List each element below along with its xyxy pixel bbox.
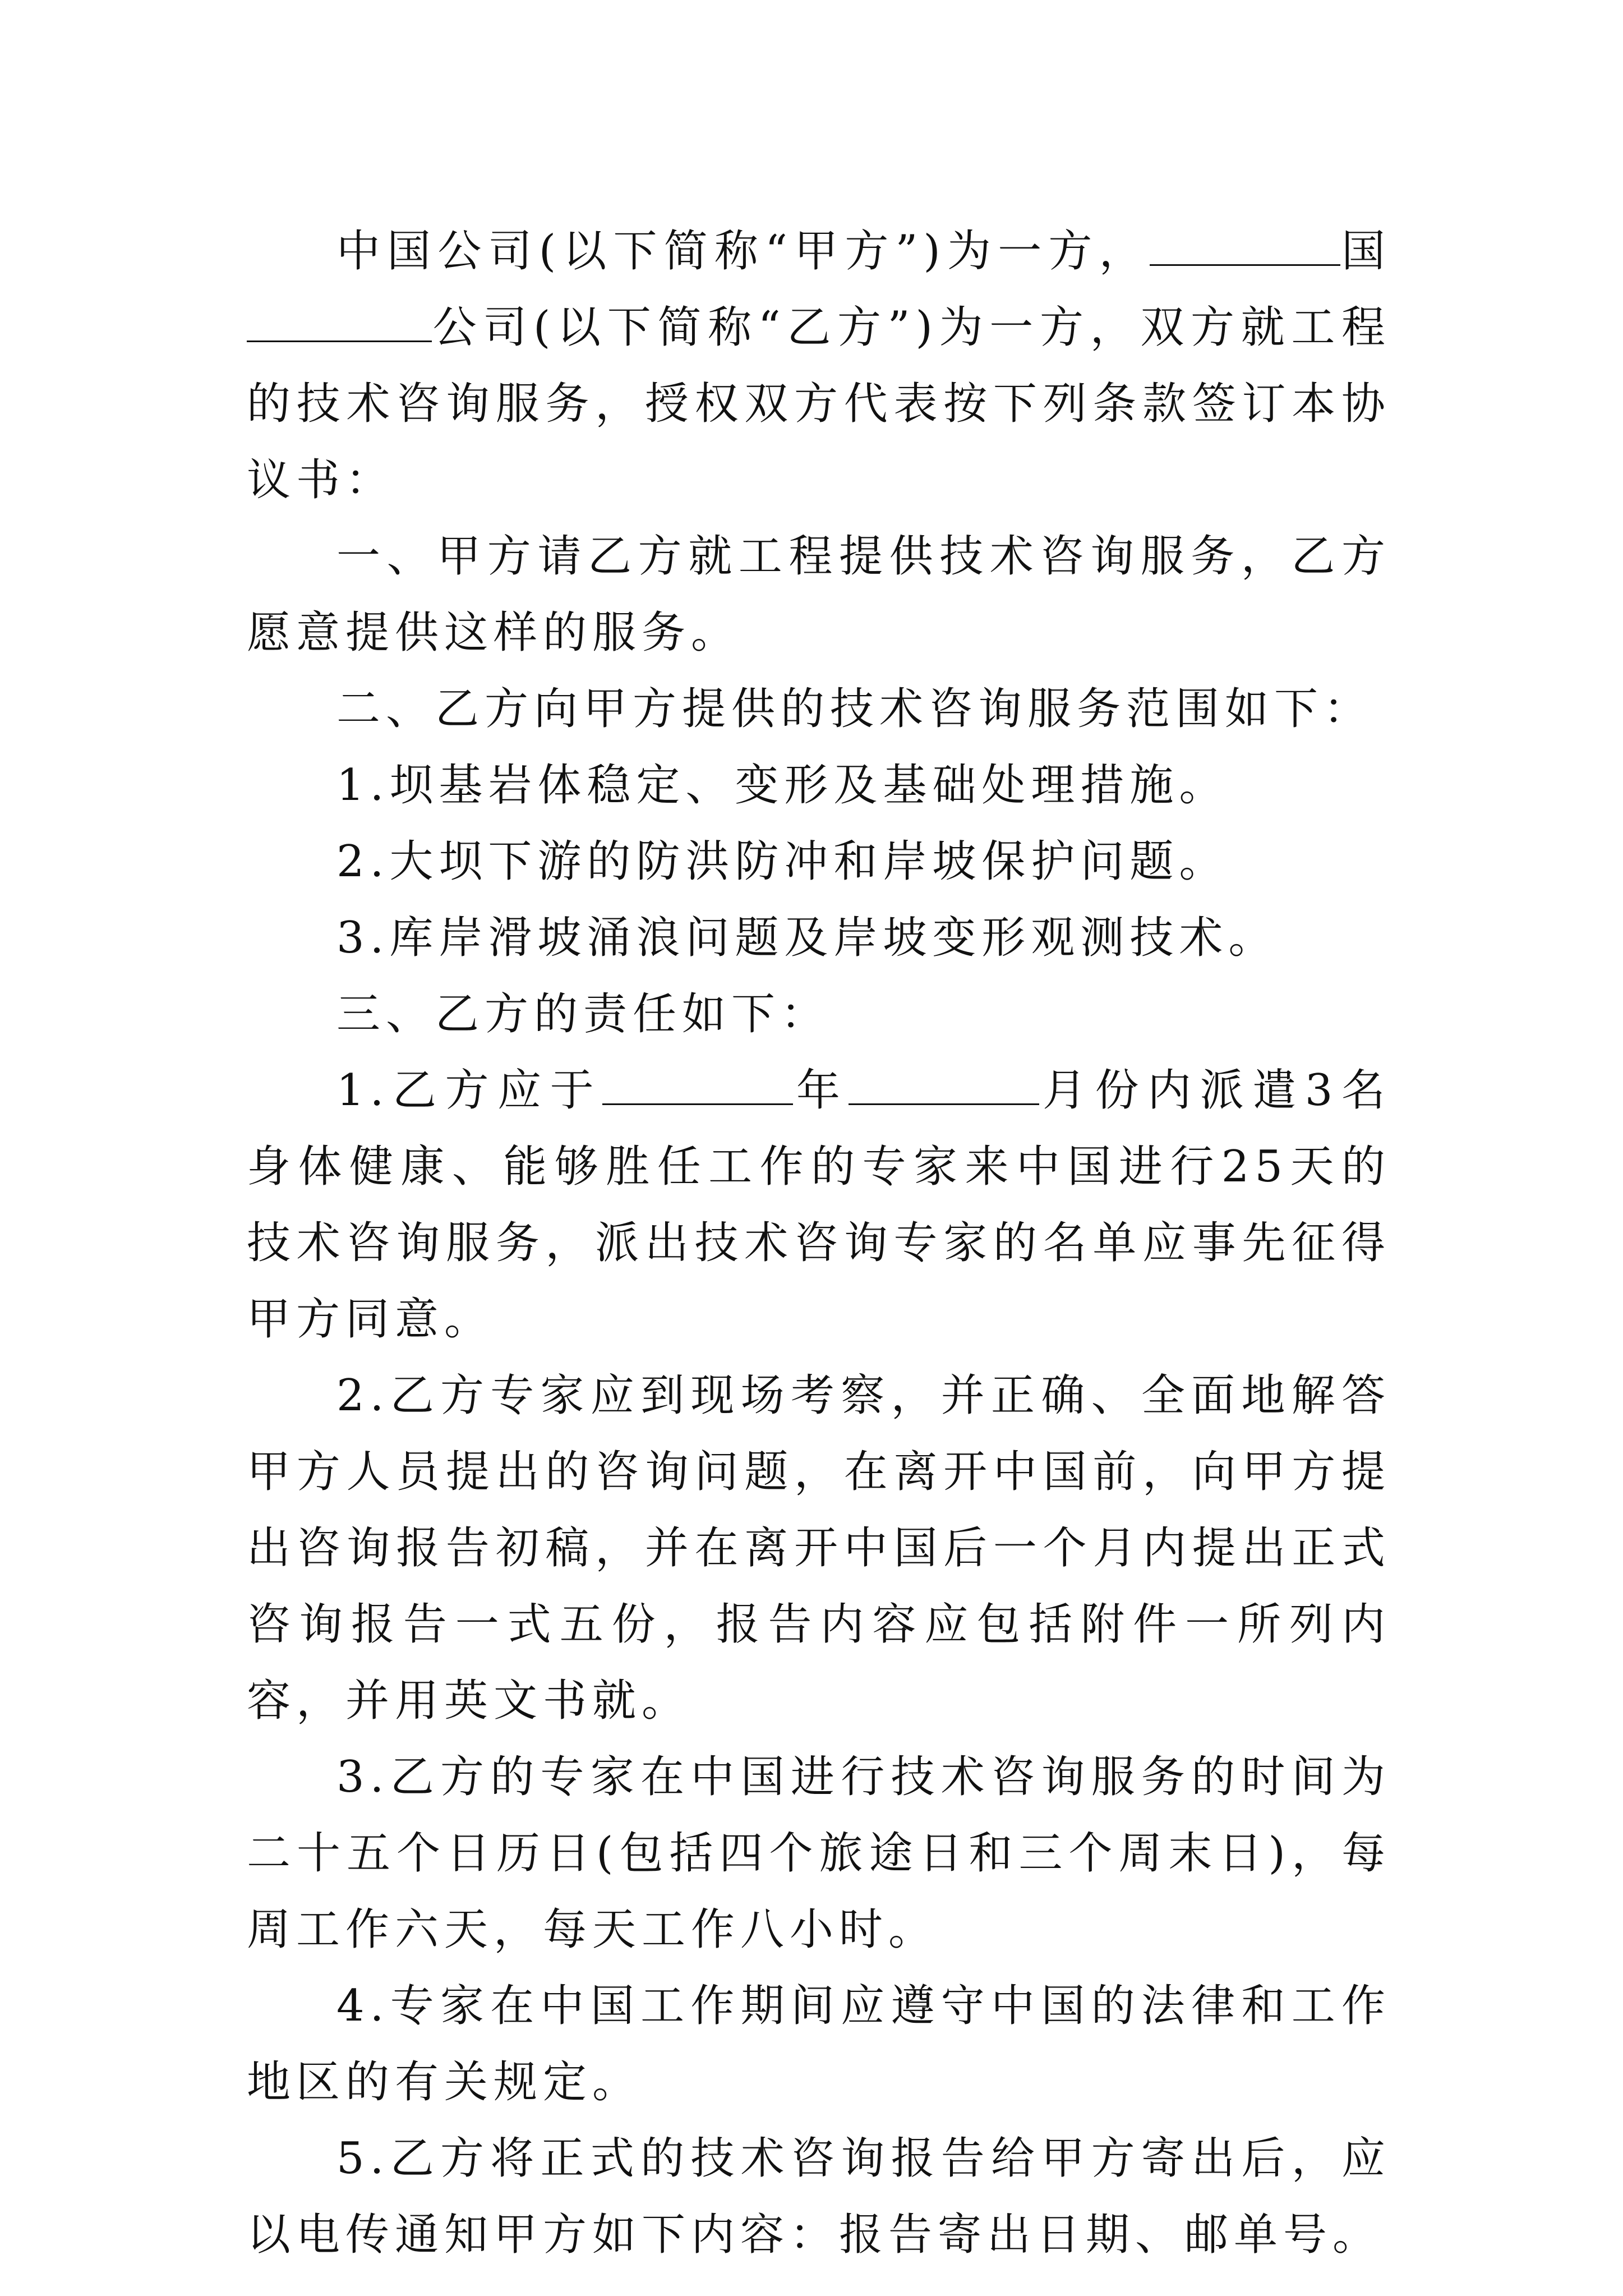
year-label: 年 xyxy=(793,1065,849,1116)
clause-3-item-2: 2.乙方专家应到现场考察，并正确、全面地解答甲方人员提出的咨询问题，在离开中国前，向甲方提出咨询报告初稿，并在离开中国后一个月内提出正式咨询报告一式五份，报告内容应包括附件一所列内容，并用英文书就。 xyxy=(247,1370,1391,1726)
country-suffix: 国 xyxy=(1340,226,1391,277)
document-body xyxy=(247,213,1391,2273)
clause-2-item-2: 2.大坝下游的防洪防冲和岸坡保护问题。 xyxy=(336,836,1229,887)
clause-2: 二、乙方向甲方提供的技术咨询服务范围如下： xyxy=(336,684,1373,734)
clause-2-item-3: 3.库岸滑坡涌浪问题及岸坡变形观测技术。 xyxy=(336,913,1278,963)
item-1-prefix: 1.乙方应于 xyxy=(336,1065,603,1116)
month-blank xyxy=(849,1053,1039,1105)
clause-3-item-1 xyxy=(247,1052,1391,1358)
clause-2-item-1: 1.坝基岩体稳定、变形及基础处理措施。 xyxy=(336,760,1229,811)
clause-1: 一、甲方请乙方就工程提供技术咨询服务，乙方愿意提供这样的服务。 xyxy=(247,531,1391,658)
clause-3-item-4: 4.专家在中国工作期间应遵守中国的法律和工作地区的有关规定。 xyxy=(247,1981,1391,2108)
clause-3: 三、乙方的责任如下： xyxy=(336,989,831,1039)
clause-3-item-5: 5.乙方将正式的技术咨询报告给甲方寄出后，应以电传通知甲方如下内容：报告寄出日期、邮单号。 xyxy=(247,2133,1391,2260)
party-b-text: 公司(以下简称“乙方”)为一方，双方就工程的技术咨询服务，授权双方代表按下列条款签订本协议书： xyxy=(247,302,1391,505)
company-blank xyxy=(247,290,432,342)
country-blank xyxy=(1150,214,1340,266)
party-a-text: 中国公司(以下简称“甲方”)为一方， xyxy=(336,226,1150,277)
item-1-suffix: 月份内派遣3名身体健康、能够胜任工作的专家来中国进行25天的技术咨询服务，派出技术咨询专家的名单应事先征得甲方同意。 xyxy=(247,1065,1391,1345)
paragraph-parties xyxy=(247,213,1391,518)
year-blank xyxy=(602,1053,793,1105)
clause-3-item-3: 3.乙方的专家在中国进行技术咨询服务的时间为二十五个日历日(包括四个旅途日和三个周末日)，每周工作六天，每天工作八小时。 xyxy=(247,1752,1391,1955)
